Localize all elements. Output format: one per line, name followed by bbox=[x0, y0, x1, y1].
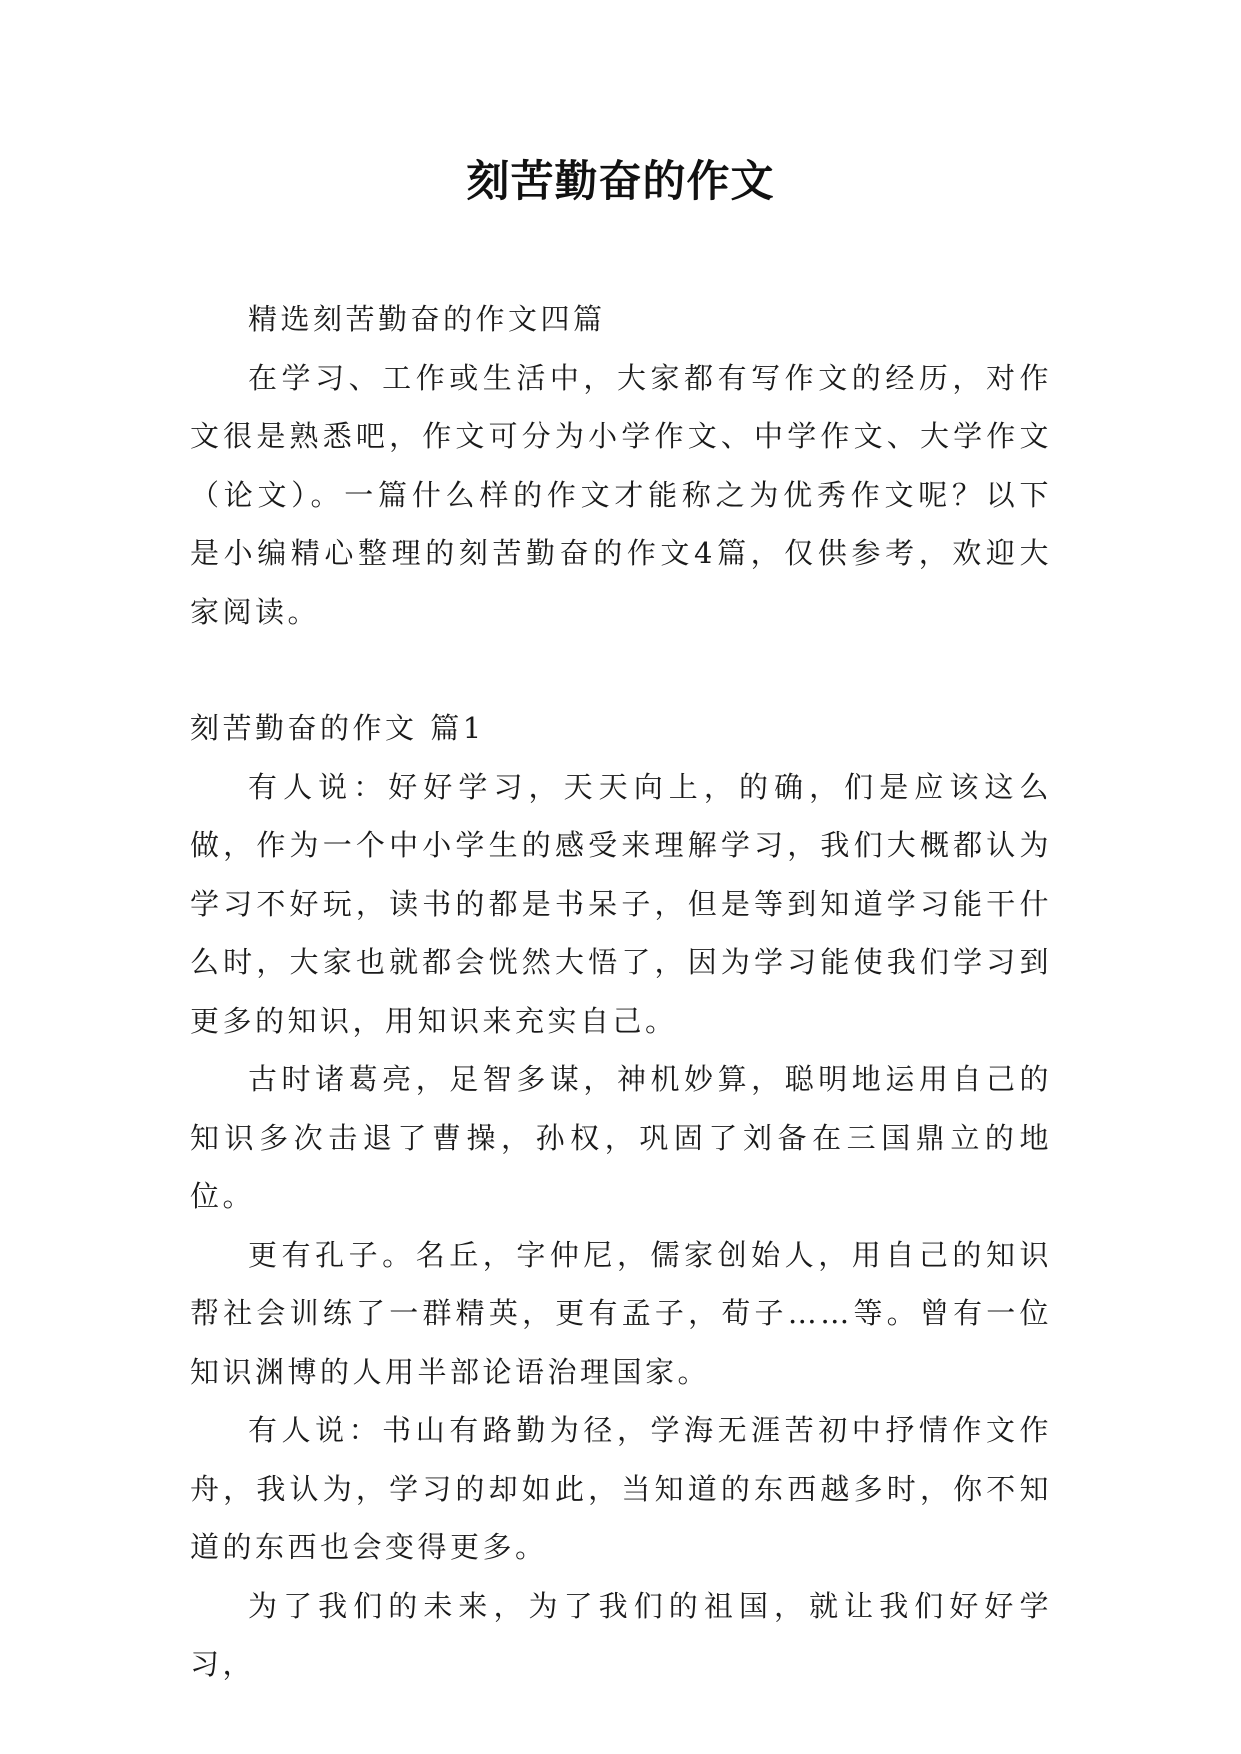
section-gap bbox=[190, 641, 1052, 699]
body-paragraph: 更有孔子。名丘，字仲尼，儒家创始人，用自己的知识帮社会训练了一群精英，更有孟子，荀子……等。曾有一位知识渊博的人用半部论语治理国家。 bbox=[190, 1237, 1052, 1389]
document-body bbox=[190, 290, 1052, 1694]
intro-paragraph: 在学习、工作或生活中，大家都有写作文的经历，对作文很是熟悉吧，作文可分为小学作文、中学作文、大学作文（论文）。一篇什么样的作文才能称之为优秀作文呢？以下是小编精心整理的刻苦勤奋的作文4篇，仅供参考，欢迎大家阅读。 bbox=[190, 360, 1052, 629]
body-paragraph: 古时诸葛亮，足智多谋，神机妙算，聪明地运用自己的知识多次击退了曹操，孙权，巩固了刘备在三国鼎立的地位。 bbox=[190, 1062, 1052, 1213]
document-subtitle: 精选刻苦勤奋的作文四篇 bbox=[248, 302, 606, 336]
body-paragraph: 为了我们的未来，为了我们的祖国，就让我们好好学习， bbox=[190, 1588, 1052, 1681]
body-paragraph: 有人说：书山有路勤为径，学海无涯苦初中抒情作文作舟，我认为，学习的却如此，当知道的东西越多时，你不知道的东西也会变得更多。 bbox=[190, 1413, 1052, 1564]
section-heading: 刻苦勤奋的作文 篇1 bbox=[190, 711, 485, 745]
document-title: 刻苦勤奋的作文 bbox=[466, 157, 775, 207]
body-paragraph: 有人说：好好学习，天天向上，的确，们是应该这么做，作为一个中小学生的感受来理解学习，我们大概都认为学习不好玩，读书的都是书呆子，但是等到知道学习能干什么时，大家也就都会恍然大悟了，因为学习能使我们学习到更多的知识，用知识来充实自己。 bbox=[190, 769, 1052, 1038]
